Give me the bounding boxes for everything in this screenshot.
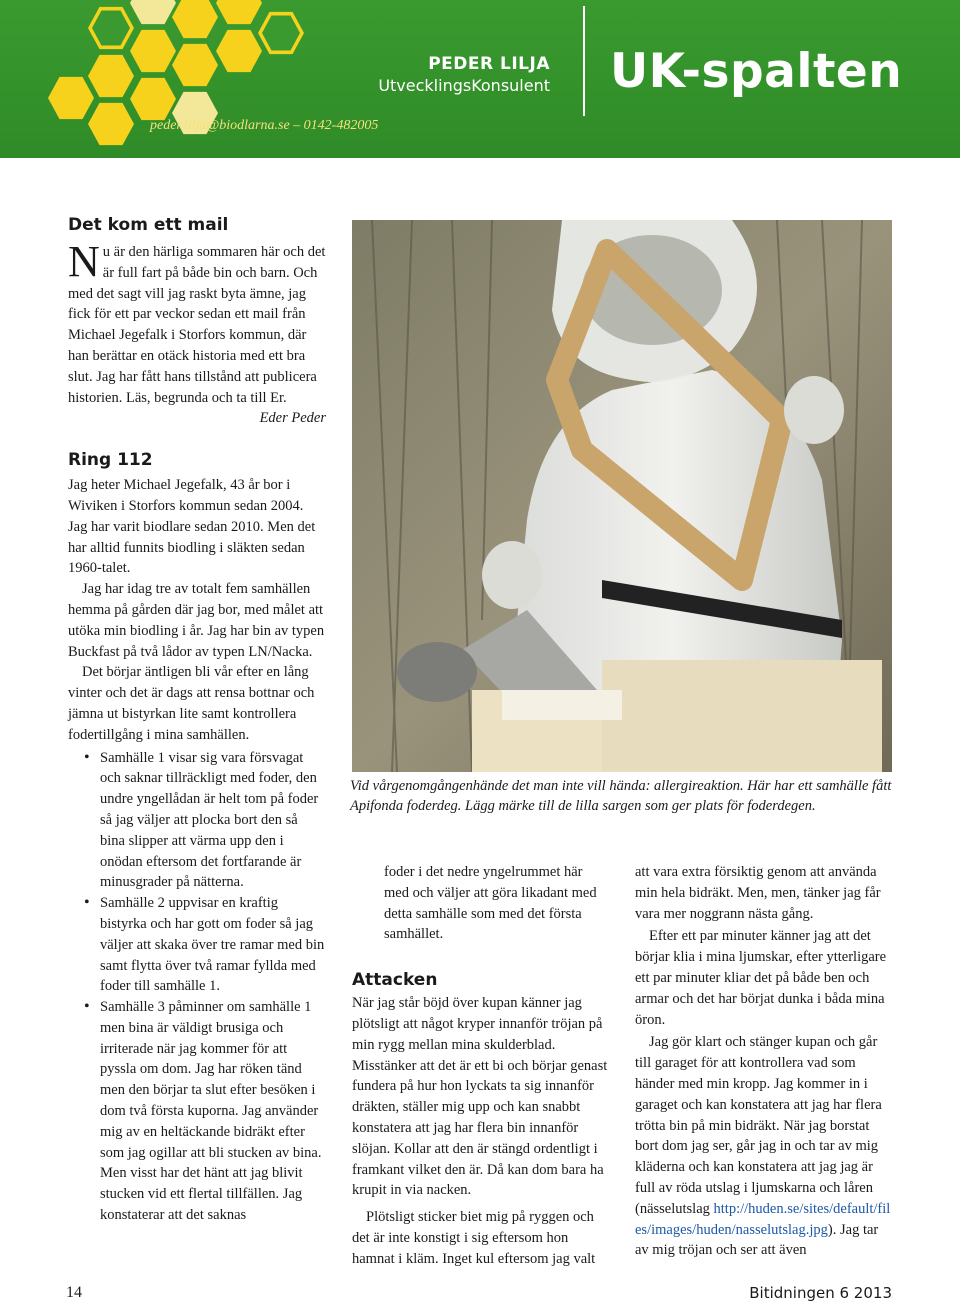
drop-cap: N (68, 237, 100, 286)
section-heading-mail: Det kom ett mail (68, 215, 229, 235)
right-paragraph-3 (635, 1032, 893, 1261)
section-heading-ring112: Ring 112 (68, 450, 153, 471)
page-number: 14 (66, 1284, 82, 1301)
right-paragraph-1: att vara extra försiktig genom att använda min hela bidräkt. Men, men, tänker jag får vara mer noggrann nästa gång. (635, 864, 881, 922)
beekeeper-photo (352, 220, 892, 772)
attack-paragraph-2: Plötsligt sticker biet mig på ryggen och det är inte konstigt i sig eftersom hon hamnat i kläm. Inget kul eftersom jag valt (352, 1209, 596, 1267)
list-item: • Samhälle 3 påminner om samhälle 1 men bina är väldigt brusiga och irriterade när jag kommer för att pyssla om dom. Jag har röken tänd men den börjar ta slut efter besöken i dom två första kuporna. Jag använder mig av en heltäckande bidräkt efter som jag ogillar att bli stucken av bina. Men visst har det hänt att jag blivit stucken vid ett flertal tillfällen. Jag konstaterar att det saknas (68, 997, 326, 1226)
header-divider (583, 6, 585, 116)
section-heading-attack: Attacken (352, 970, 438, 991)
intro-text: u är den härliga sommaren här och det är full fart på både bin och barn. Och med det sagt vill jag raskt byta ämne, jag fick för ett par veckor sedan ett mail från Michael Jegefalk i Storfors kommun, där han berättar en otäck historia med ett bra slut. Jag har fått hans tillstånd att publicera historien. Läs, begrunda och ta till Er. (68, 244, 326, 406)
list-item: • Samhälle 1 visar sig vara försvagat och saknar tillräckligt med foder, den undre yngellådan är helt tom på foder så jag väljer att plocka bort den så bina slipper att värma upp den i onödan eftersom det fortfarande är minusgrader på nätterna. (68, 748, 326, 894)
column-title: UK-spalten (610, 44, 903, 99)
list-item: • Samhälle 2 uppvisar en kraftig bistyrka och har gott om foder så jag väljer att skaka över tre ramar med bin samt flytta över två ramar fyllda med foder till samhälle 1. (68, 893, 326, 997)
hive-list (68, 748, 326, 1226)
attack-paragraph-1: När jag står böjd över kupan känner jag plötsligt att något kryper innanför tröjan på min rygg mellan mina skulderblad. Misstänker att det är ett bi och börjar genast fundera på hur hon lyckats ta sig innanför dräkten, ställer mig upp och kan snabbt konstatera att jag har flera bin innanför slöjan. Kollar att den är stängd ordentligt i framkant vilket den är. Då kan dom bara ha krupit in via nacken. (352, 995, 608, 1199)
header-banner (0, 0, 960, 158)
nettle-rash-link[interactable]: http://huden.se/sites/default/files/images/huden/nasselutslag.jpg (635, 1200, 891, 1238)
author-name: PEDER LILJA (428, 54, 550, 74)
author-role: UtvecklingsKonsulent (378, 76, 550, 95)
ring112-paragraph-2: Jag har idag tre av totalt fem samhällen hemma på gården där jag bor, med målet att utöka min biodling i år. Jag har bin av typen Buckfast på två lådor av typen LN/Nacka. (68, 581, 325, 660)
contact-info: peder.lilja@biodlarna.se – 0142-482005 (150, 118, 379, 133)
right-column (635, 862, 893, 1261)
middle-column (352, 862, 610, 1270)
left-column (68, 214, 326, 1226)
magazine-issue: Bitidningen 6 2013 (749, 1284, 892, 1302)
photo-caption: Vid vårgenomgångenhände det man inte vill hända: allergireaktion. Här har ett samhälle fått Apifonda foderdeg. Lägg märke till de lilla sargen som ger plats för foderdegen. (350, 778, 892, 814)
author-block (378, 54, 550, 95)
right-paragraph-2: Efter ett par minuter känner jag att det börjar klia i mina ljumskar, efter ytterligare ett par minuter kliar det på både ben och armar och det har börjat dunka i båda mina öron. (635, 928, 887, 1028)
right-paragraph-3-start: Jag gör klart och stänger kupan och går till garaget för att kontrollera vad som händer med min kropp. Jag kommer in i garaget och kan konstatera att jag har flera trötta bin på min bidräkt. När jag borstat bort dom jag ser, går jag in och tar av mig kläderna och kan konstatera att jag jag är full av röda utslag i ljumskarna och låren (nässelutslag (635, 1034, 882, 1217)
right-paragraph-3-end: ). Jag tar av mig tröjan och ser att även (635, 1221, 879, 1259)
ring112-paragraph-1: Jag heter Michael Jegefalk, 43 år bor i Wiviken i Storfors kommun sedan 2004. Jag har varit biodlare sedan 2010. Men det har alltid funnits biodling i släkten sedan 1960-talet. (68, 477, 316, 577)
intro-paragraph (68, 237, 326, 408)
continuation-text: foder i det nedre yngelrummet här med och väljer att göra likadant med detta samhälle som med det första samhället. (384, 864, 597, 943)
ring112-paragraph-3: Det börjar äntligen bli vår efter en lång vinter och det är dags att rensa bottnar och jämna ut bistyrkan lite samt kontrollera fodertillgång i mina samhällen. (68, 664, 315, 743)
signature: Eder Peder (259, 410, 326, 427)
